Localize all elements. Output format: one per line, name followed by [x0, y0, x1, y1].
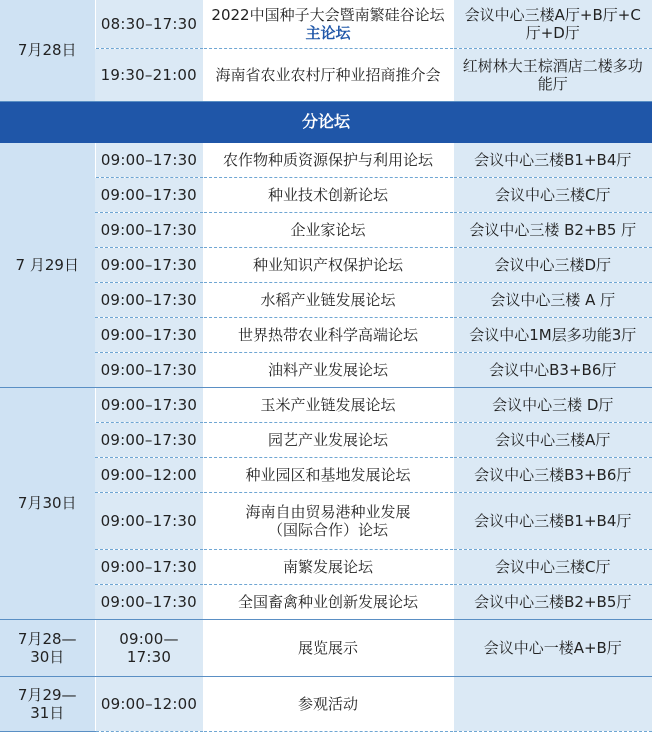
table-row [0, 142, 652, 177]
time-cell: 09:00–17:30 [95, 247, 203, 282]
time-cell: 09:00–17:30 [95, 282, 203, 317]
venue-cell: 会议中心三楼A厅 [453, 422, 652, 457]
venue-cell: 会议中心三楼 A 厅 [453, 282, 652, 317]
venue-cell: 会议中心一楼A+B厅 [453, 619, 652, 676]
date-cell: 7月30日 [0, 387, 95, 619]
sub-forum-banner [0, 101, 652, 142]
topic-cell: 参观活动 [203, 676, 453, 731]
venue-cell: 会议中心三楼B3+B6厅 [453, 457, 652, 492]
time-cell: 09:00–17:30 [95, 142, 203, 177]
time-cell: 09:00–17:30 [95, 352, 203, 387]
topic-cell [203, 0, 453, 48]
venue-cell: 会议中心三楼A厅+B厅+C厅+D厅 [453, 0, 652, 48]
date-line2: 30日 [30, 647, 65, 666]
table-row [0, 317, 652, 352]
time-cell: 09:00–17:30 [95, 387, 203, 422]
topic-cell: 种业技术创新论坛 [203, 177, 453, 212]
banner-title: 分论坛 [0, 101, 652, 142]
topic-cell: 油料产业发展论坛 [203, 352, 453, 387]
table-row [0, 492, 652, 549]
topic-cell: 海南省农业农村厅种业招商推介会 [203, 48, 453, 101]
venue-cell: 红树林大王棕酒店二楼多功能厅 [453, 48, 652, 101]
topic-cell: 企业家论坛 [203, 212, 453, 247]
time-cell: 09:00–17:30 [95, 212, 203, 247]
table-row [0, 387, 652, 422]
date-line2: 31日 [30, 703, 65, 722]
topic-cell: 南繁发展论坛 [203, 549, 453, 584]
venue-cell: 会议中心三楼C厅 [453, 177, 652, 212]
venue-cell [453, 676, 652, 731]
topic-text: 海南自由贸易港种业发展 [245, 502, 411, 521]
venue-cell: 会议中心三楼B1+B4厅 [453, 142, 652, 177]
table-row [0, 247, 652, 282]
time-cell: 09:00–17:30 [95, 177, 203, 212]
time-cell: 09:00–12:00 [95, 457, 203, 492]
topic-cell: 全国畜禽种业创新发展论坛 [203, 584, 453, 619]
venue-cell: 会议中心B3+B6厅 [453, 352, 652, 387]
topic-cell: 种业知识产权保护论坛 [203, 247, 453, 282]
table-row [0, 584, 652, 619]
venue-cell: 会议中心三楼B1+B4厅 [453, 492, 652, 549]
table-row [0, 422, 652, 457]
topic-cell: 展览展示 [203, 619, 453, 676]
date-cell [0, 619, 95, 676]
time-cell: 09:00–17:30 [95, 584, 203, 619]
date-line1: 7月29— [17, 685, 77, 704]
table-row [0, 212, 652, 247]
venue-cell: 会议中心三楼D厅 [453, 247, 652, 282]
table-row [0, 549, 652, 584]
time-cell: 09:00–12:00 [95, 676, 203, 731]
venue-cell: 会议中心三楼C厅 [453, 549, 652, 584]
topic-cell: 种业园区和基地发展论坛 [203, 457, 453, 492]
table-row [0, 48, 652, 101]
topic-text-line2: （国际合作）论坛 [267, 520, 388, 539]
table-row [0, 676, 652, 731]
topic-cell: 玉米产业链发展论坛 [203, 387, 453, 422]
venue-cell: 会议中心三楼 D厅 [453, 387, 652, 422]
table-row [0, 457, 652, 492]
venue-cell: 会议中心三楼 B2+B5 厅 [453, 212, 652, 247]
date-cell [0, 676, 95, 731]
time-cell: 09:00–17:30 [95, 422, 203, 457]
time-cell: 09:00–17:30 [95, 492, 203, 549]
topic-text: 2022中国种子大会暨南繁硅谷论坛 [211, 5, 445, 24]
topic-cell: 园艺产业发展论坛 [203, 422, 453, 457]
main-forum-label: 主论坛 [305, 23, 351, 42]
time-cell: 19:30–21:00 [95, 48, 203, 101]
date-cell: 7月28日 [0, 0, 95, 101]
time-cell: 09:00–17:30 [95, 317, 203, 352]
topic-cell: 世界热带农业科学高端论坛 [203, 317, 453, 352]
table-row [0, 177, 652, 212]
venue-cell: 会议中心三楼B2+B5厅 [453, 584, 652, 619]
topic-cell: 农作物种质资源保护与利用论坛 [203, 142, 453, 177]
topic-cell [203, 492, 453, 549]
venue-cell: 会议中心1M层多功能3厅 [453, 317, 652, 352]
table-row [0, 352, 652, 387]
time-cell: 08:30–17:30 [95, 0, 203, 48]
date-line1: 7月28— [17, 629, 77, 648]
time-cell: 09:00–17:30 [95, 549, 203, 584]
date-cell: 7 月29日 [0, 142, 95, 387]
time-cell: 09:00—17:30 [95, 619, 203, 676]
table-row [0, 282, 652, 317]
table-row [0, 619, 652, 676]
topic-cell: 水稻产业链发展论坛 [203, 282, 453, 317]
table-row [0, 0, 652, 48]
